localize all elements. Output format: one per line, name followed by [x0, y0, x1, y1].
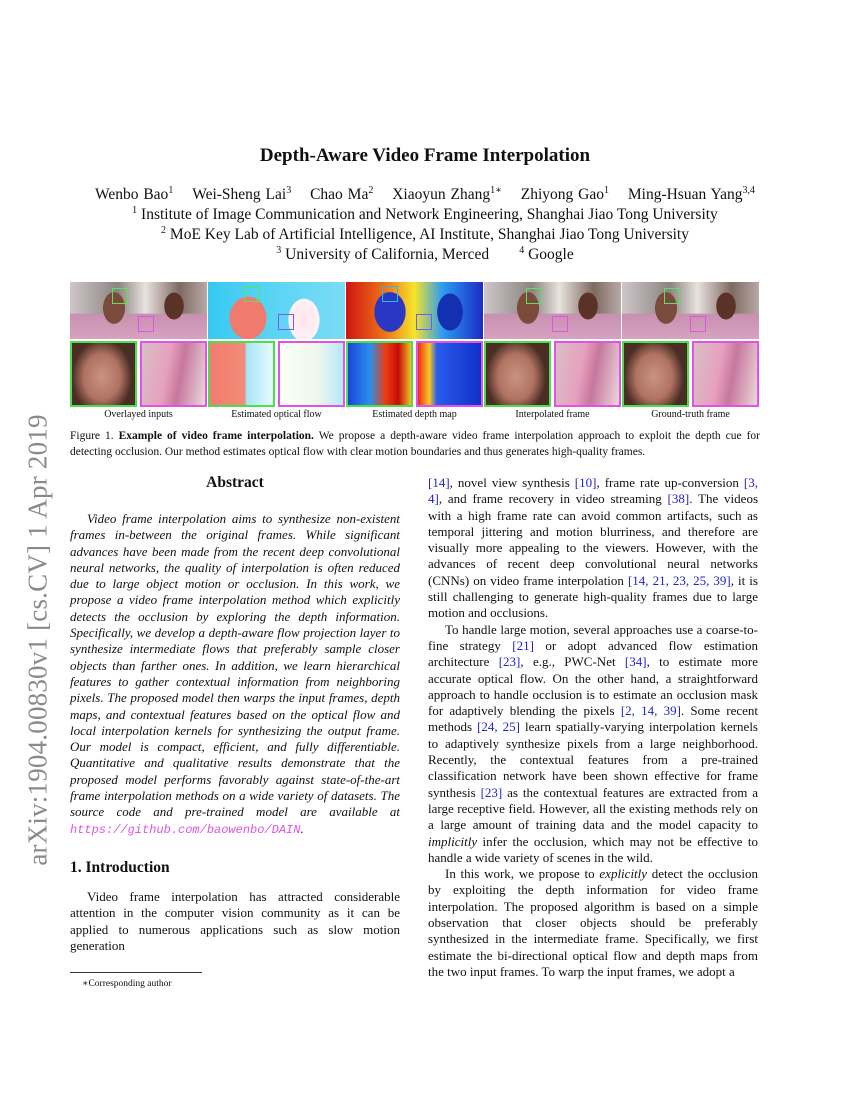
figure-panel-interpolated: [484, 282, 621, 422]
citation[interactable]: [38]: [667, 491, 690, 507]
citation[interactable]: [24, 25]: [477, 719, 520, 735]
citation[interactable]: [23]: [480, 784, 503, 800]
figure-label: Interpolated frame: [515, 409, 590, 420]
intro-paragraph-2: To handle large motion, several approaches use a coarse-to-fine strategy [21] or adopt advanced flow estimation architecture [23], e.g., PWC-Net [34], to estimate more accurate optical flow. On the other hand, a straightforward approach to handle occlusion is to estimate an occlusion mask for adaptively blending the pixels [2, 14, 39]. Some recent methods [24, 25] learn spatially-varying interpolation kernels to adaptively synthesize pixels from a large neighborhood. Recently, the contextual features from a pre-trained classification network have been shown effective for frame synthesis [23] as the contextual features are extracted from a large receptive field. However, all the existing methods rely on a large amount of training data and the model capacity to implicitly infer the occlusion, which may not be effective to handle a wide variety of scenes in the wild.: [428, 621, 759, 865]
right-column: [428, 475, 758, 980]
figure-panel-inputs: [70, 282, 207, 422]
citation[interactable]: [14, 21, 23, 25, 39]: [627, 572, 731, 588]
optical-flow-image: [208, 282, 345, 339]
citation[interactable]: [2, 14, 39]: [620, 703, 681, 719]
intro-paragraph-1: Video frame interpolation has attracted considerable attention in the computer vision community as it can be applied to numerous applications such as slow motion generation: [70, 888, 400, 953]
crop-green: [70, 341, 137, 407]
author: Chao Ma$^2$: [310, 185, 374, 203]
crop-magenta: [554, 341, 621, 407]
footnote: ∗Corresponding author: [82, 979, 172, 989]
figure-label: Overlayed inputs: [104, 409, 173, 420]
left-column: [70, 470, 400, 954]
crop-magenta: [416, 341, 483, 407]
interpolated-frame-image: [484, 282, 621, 339]
affiliation: $^2$ MoE Key Lab of Artificial Intelligence, AI Institute, Shanghai Jiao Tong University: [161, 225, 689, 243]
author-list: [0, 186, 850, 204]
figure-panel-flow: [208, 282, 345, 422]
citation[interactable]: [23]: [498, 654, 521, 670]
figure-panel-depth: [346, 282, 483, 422]
figure-label: Estimated depth map: [372, 409, 457, 420]
crop-green: [208, 341, 275, 407]
citation[interactable]: [10]: [574, 475, 597, 490]
author: Zhiyong Gao$^1$: [520, 185, 609, 203]
crop-magenta: [278, 341, 345, 407]
figure-label: Ground-truth frame: [651, 409, 730, 420]
citation[interactable]: [34]: [624, 654, 647, 670]
author: Xiaoyun Zhang$^{1∗}$: [392, 185, 502, 203]
arxiv-stamp: arXiv:1904.00830v1 [cs.CV] 1 Apr 2019: [22, 414, 53, 866]
author: Wei-Sheng Lai$^3$: [192, 185, 292, 203]
figure-label: Estimated optical flow: [231, 409, 322, 420]
intro-paragraph-3: In this work, we propose to explicitly detect the occlusion by exploiting the depth information for video frame interpolation. The proposed algorithm is based on a simple observation that closer objects should be preferably synthesized in the intermediate frame. Specifically, we first estimate the bi-directional optical flow and depth maps from the two input frames. To warp the input frames, we adopt a: [428, 866, 758, 979]
depth-map-image: [346, 282, 483, 339]
citation[interactable]: [14]: [428, 475, 450, 490]
author: Ming-Hsuan Yang$^{3,4}$: [627, 185, 756, 203]
crop-green: [622, 341, 689, 407]
abstract-text: Video frame interpolation aims to synthesize non-existent frames in-between the original frames. While significant advances have been made from the recent deep convolutional neural networks, the quality of interpolation is often reduced due to large object motion or occlusion. In this work, we propose a video frame interpolation method which explicitly detects the occlusion by exploring the depth information. Specifically, we develop a depth-aware flow projection layer to synthesize intermediate flows that preferably sample closer objects than farther ones. In addition, we learn hierarchical features to gather contextual information from neighboring pixels. The proposed model then warps the input frames, depth maps, and contextual features based on the optical flow and local interpolation kernels for synthesizing the output frame. Our model is compact, efficient, and fully differentiable. Quantitative and qualitative results demonstrate that the proposed model performs favorably against state-of-the-art frame interpolation methods on a wide variety of datasets. The source code and pre-trained model are available at https://github.com/baowenbo/DAIN.: [70, 511, 400, 837]
section-heading: 1. Introduction: [70, 858, 170, 876]
crop-magenta: [140, 341, 207, 407]
intro-paragraph-1-cont: [14], novel view synthesis [10], frame rate up-conversion [3, 4], and frame recovery in video streaming [38]. The videos with a high frame rate can avoid common artifacts, such as temporal jittering and motion blurriness, and therefore are visually more appealing to the viewers. However, with the advances of recent deep convolutional neural networks (CNNs) on video frame interpolation [14, 21, 23, 25, 39], it is still challenging to generate high-quality frames due to large motion and occlusions.: [428, 475, 758, 621]
figure-panel-groundtruth: [622, 282, 759, 422]
code-link[interactable]: https://github.com/baowenbo/DAIN: [70, 822, 301, 837]
ground-truth-image: [622, 282, 759, 339]
author: Wenbo Bao$^1$: [94, 185, 174, 203]
footnote-rule: [70, 972, 202, 973]
figure-caption: Figure 1. Example of video frame interpolation. We propose a depth-aware video frame interpolation approach to exploit the depth cue for detecting occlusion. Our method estimates optical flow with clear motion boundaries and thus generates high-quality frames.: [70, 430, 760, 458]
paper-title: Depth-Aware Video Frame Interpolation: [259, 145, 591, 166]
overlayed-inputs-image: [70, 282, 207, 339]
crop-green: [346, 341, 413, 407]
affiliation: $^1$ Institute of Image Communication and Network Engineering, Shanghai Jiao Tong University: [132, 205, 718, 223]
crop-magenta: [692, 341, 759, 407]
citation[interactable]: [21]: [512, 637, 534, 653]
citation[interactable]: [3, 4]: [428, 475, 758, 507]
affiliation: $^3$ University of California, Merced $^4$ Google: [276, 245, 574, 263]
crop-green: [484, 341, 551, 407]
figure-1: [70, 282, 760, 422]
abstract-heading: Abstract: [206, 474, 264, 491]
